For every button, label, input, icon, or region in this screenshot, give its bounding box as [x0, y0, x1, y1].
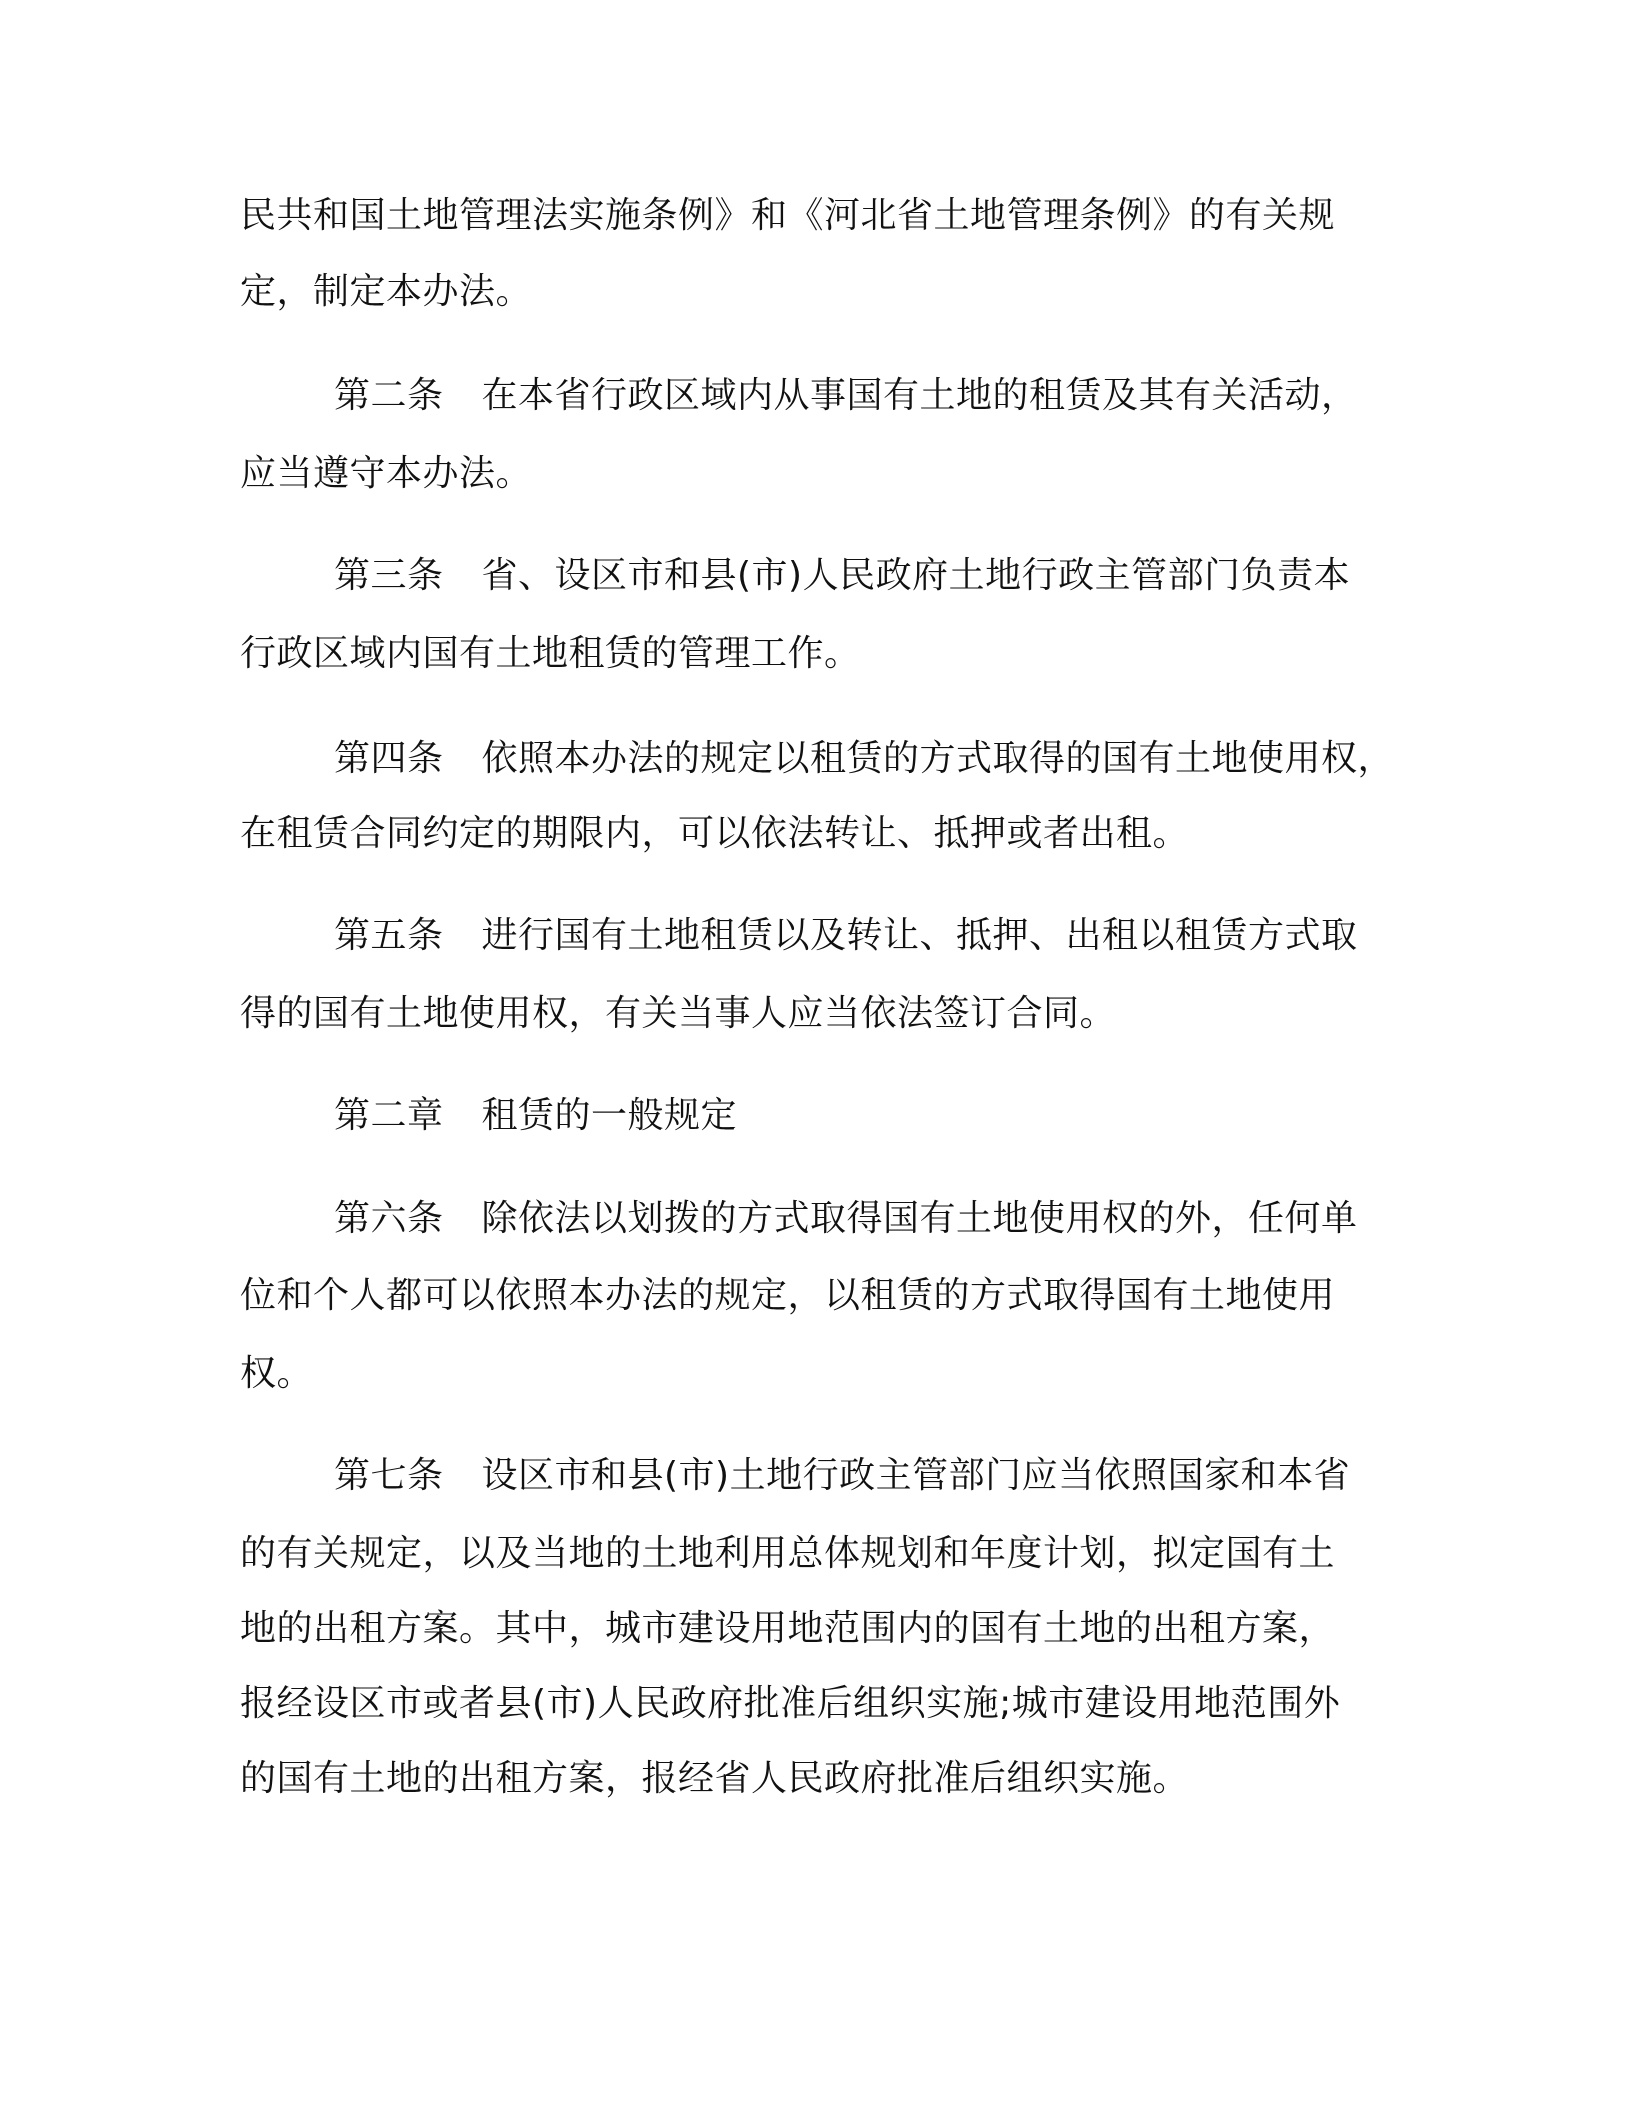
article-text: 除依法以划拨的方式取得国有土地使用权的外，任何单: [481, 1198, 1358, 1239]
text-line: 的有关规定，以及当地的土地利用总体规划和年度计划，拟定国有土: [240, 1533, 1336, 1574]
text-line: 得的国有土地使用权，有关当事人应当依法签订合同。: [240, 993, 1117, 1034]
text-line: 应当遵守本办法。: [240, 453, 533, 494]
article-text: 依照本办法的规定以租赁的方式取得的国有土地使用权，: [481, 738, 1395, 779]
article-text: 在本省行政区域内从事国有土地的租赁及其有关活动，: [481, 375, 1358, 416]
article-number: 第七条: [334, 1455, 444, 1496]
article-number: 第二条: [334, 375, 444, 416]
article-number: 第三条: [334, 555, 444, 596]
article-text: 省、设区市和县(市)人民政府土地行政主管部门负责本: [481, 555, 1351, 596]
text-line: 报经设区市或者县(市)人民政府批准后组织实施;城市建设用地范围外: [240, 1683, 1341, 1724]
text-line: 位和个人都可以依照本办法的规定，以租赁的方式取得国有土地使用: [240, 1275, 1336, 1316]
article-heading-line: [334, 372, 1514, 420]
article-text: 设区市和县(市)土地行政主管部门应当依照国家和本省: [481, 1455, 1351, 1496]
article-number: 第五条: [334, 915, 444, 956]
text-line: 在租赁合同约定的期限内，可以依法转让、抵押或者出租。: [240, 813, 1190, 854]
article-heading-line: [334, 1452, 1514, 1500]
chapter-number: 第二章: [334, 1095, 444, 1136]
article-number: 第六条: [334, 1198, 444, 1239]
article-heading-line: [334, 1195, 1514, 1243]
article-heading-line: [334, 735, 1514, 783]
text-line: 民共和国土地管理法实施条例》和《河北省土地管理条例》的有关规: [240, 195, 1336, 236]
article-heading-line: [334, 552, 1514, 600]
text-line: 的国有土地的出租方案，报经省人民政府批准后组织实施。: [240, 1758, 1190, 1799]
article-heading-line: [334, 912, 1514, 960]
text-line: 行政区域内国有土地租赁的管理工作。: [240, 633, 861, 674]
text-line: 定，制定本办法。: [240, 271, 533, 312]
chapter-heading-line: [334, 1092, 1514, 1140]
text-line: 地的出租方案。其中，城市建设用地范围内的国有土地的出租方案，: [240, 1608, 1336, 1649]
text-line: 权。: [240, 1353, 314, 1394]
article-number: 第四条: [334, 738, 444, 779]
chapter-title: 租赁的一般规定: [481, 1095, 738, 1136]
article-text: 进行国有土地租赁以及转让、抵押、出租以租赁方式取: [481, 915, 1358, 956]
